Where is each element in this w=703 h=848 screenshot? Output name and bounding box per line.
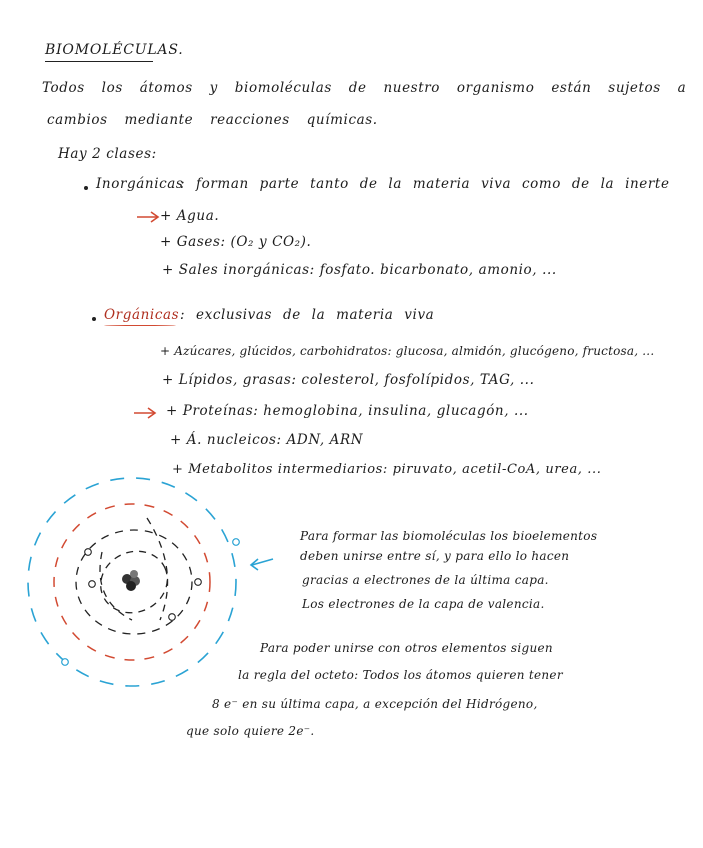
atom-diagram [22, 470, 252, 695]
para1-line: deben unirse entre sí, y para ello lo hacen [300, 549, 570, 563]
page-title: BIOMOLÉCULAS. [45, 42, 184, 58]
para1-line: Los electrones de la capa de valencia. [302, 597, 545, 611]
para2-line: Para poder unirse con otros elementos siguen [260, 641, 553, 655]
para1-line: Para formar las biomoléculas los bioelementos [300, 529, 598, 543]
electron [62, 659, 69, 666]
red-arrow-icon [132, 406, 160, 420]
electron [195, 579, 202, 586]
intro-line-2: cambios mediante reacciones químicas. [47, 112, 378, 128]
electron [169, 614, 176, 621]
organic-underline [104, 325, 176, 326]
inorganic-item: + Sales inorgánicas: fosfato. bicarbonato, amonio, ... [162, 262, 557, 278]
organic-item: + Proteínas: hemoglobina, insulina, glucagón, ... [166, 403, 529, 419]
intro-line-1: Todos los átomos y biomoléculas de nuestro organismo están sujetos a [42, 80, 687, 96]
organic-item: + Á. nucleicos: ADN, ARN [170, 432, 364, 448]
bullet-dot [84, 186, 88, 190]
inorganic-description: : forman parte tanto de la materia viva como de la inerte [180, 176, 670, 192]
organic-description: : exclusivas de la materia viva [180, 307, 435, 323]
inorganic-item: + Agua. [160, 208, 220, 224]
nucleus [122, 570, 140, 591]
electron [233, 539, 240, 546]
inorganic-item: + Gases: (O₂ y CO₂). [160, 234, 312, 250]
title-underline [45, 61, 153, 62]
organic-item: + Metabolitos intermediarios: piruvato, acetil-CoA, urea, ... [172, 462, 602, 477]
para1-line: gracias a electrones de la última capa. [302, 573, 549, 587]
inorganic-heading: Inorgánicas [96, 176, 184, 192]
para2-line: la regla del octeto: Todos los átomos quieren tener [238, 668, 563, 682]
red-arrow-icon [135, 210, 163, 224]
para2-line: que solo quiere 2e⁻. [186, 724, 315, 738]
bullet-dot [92, 317, 96, 321]
blue-arrow-icon [246, 555, 276, 573]
organic-item: + Azúcares, glúcidos, carbohidratos: glucosa, almidón, glucógeno, fructosa, ... [160, 344, 655, 358]
classes-intro: Hay 2 clases: [58, 146, 157, 162]
electron [89, 581, 96, 588]
para2-line: 8 e⁻ en su última capa, a excepción del Hidrógeno, [212, 697, 538, 711]
organic-heading: Orgánicas [104, 307, 180, 323]
organic-item: + Lípidos, grasas: colesterol, fosfolípidos, TAG, ... [162, 372, 535, 388]
electron [85, 549, 92, 556]
